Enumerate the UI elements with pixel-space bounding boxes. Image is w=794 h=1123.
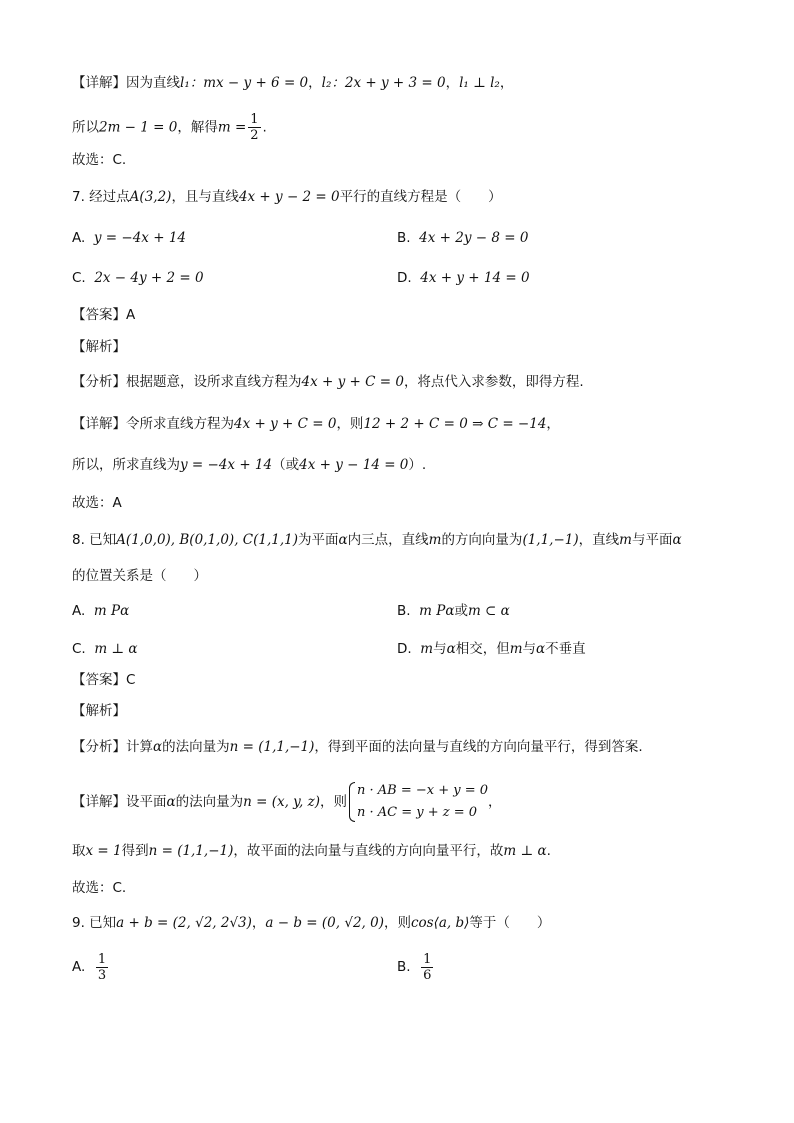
option-label: A. [72,230,86,246]
text: . [546,843,551,859]
choose-8 [72,878,126,898]
option-label: C. [72,270,86,286]
text: 等于（ ） [469,915,551,931]
formula: m ⊥ α [94,641,138,657]
text: 得到 [121,843,149,859]
text: ， [445,75,460,91]
answer-7 [72,305,135,325]
formula: 4x + y + C = 0 [301,374,404,390]
formula: α [536,641,546,657]
option-label: B. [397,230,411,246]
formula: y = −4x + 14 [180,457,273,473]
formula: 4x + 2y − 8 = 0 [419,230,529,246]
text: ，直线 [578,532,620,548]
text: ，得到平面的法向量与直线的方向向量平行，得到答案. [314,739,643,755]
formula: A(3,2) [129,189,172,205]
fraction-denominator: 2 [250,128,259,143]
text: 与 [522,641,537,657]
option-9b [397,948,435,986]
text: 的位置关系是（ ） [72,568,207,584]
analysis-heading-8 [72,701,126,721]
fraction-numerator: 1 [97,951,107,967]
text: ，解得 [177,119,218,136]
fraction [421,952,433,983]
text: ）. [408,457,427,473]
text: 【答案】C [72,672,136,688]
option-label: A. [72,959,86,975]
text: 的方向向量为 [441,532,523,548]
formula: n = (1,1,−1) [148,843,234,859]
option-7b [397,228,528,248]
formula: α [338,532,348,548]
formula: l₁：mx − y + 6 = 0 [180,75,309,91]
text: 故选：C. [72,880,127,896]
formula: α [672,532,682,548]
text: 或 [454,603,468,619]
fraction-numerator: 1 [250,112,259,127]
text: 取 [72,843,86,859]
detail-7 [72,414,560,434]
text: 【解析】 [72,339,126,355]
text: 9. 已知 [72,915,117,931]
fraction-numerator: 1 [423,951,432,967]
formula: m [509,641,523,657]
text: ， [308,75,322,91]
text: ，将点代入求参数，即得方程. [403,374,584,390]
equation-row: n · AB = −x + y = 0 [356,783,489,798]
option-7a [72,228,186,248]
option-8d [397,639,586,659]
text: （或 [272,457,300,473]
formula: 2x − 4y + 2 = 0 [94,270,204,286]
choose-7 [72,493,122,513]
formula: n = (x, y, z) [243,794,320,810]
formula: m ⊂ α [467,603,510,619]
option-7c [72,268,204,288]
text: 【解析】 [72,703,126,719]
text: 所以，所求直线为 [72,457,180,473]
analysis-heading-7 [72,337,126,357]
formula: A(1,0,0), B(0,1,0), C(1,1,1) [116,532,298,548]
formula: l₂： [321,75,345,91]
fraction-denominator: 3 [97,967,107,983]
text: . [262,119,267,136]
text: ， [499,75,514,91]
text: 【详解】令所求直线方程为 [72,416,234,432]
formula: α [446,641,456,657]
question-9 [72,913,550,933]
formula: m Pα [419,603,455,619]
detail-line-solve-m [72,112,267,143]
formula: α [153,739,163,755]
text: 与 [433,641,447,657]
question-8-cont [72,566,207,586]
option-label: B. [397,603,411,619]
text: ，则 [383,915,411,931]
text: 与平面 [631,532,673,548]
fraction [96,952,108,983]
text: ，则 [336,416,364,432]
text: 7. 经过点 [72,189,130,205]
equation-row: n · AC = y + z = 0 [356,805,478,820]
analysis-7 [72,372,584,392]
formula: l₁ ⊥ l₂ [459,75,500,91]
detail-line-perpendicular [72,73,513,93]
formula: m Pα [93,603,130,619]
fraction [248,112,260,143]
option-8a [72,601,129,621]
option-label: A. [72,603,86,619]
formula: m [420,641,434,657]
text: 8. 已知 [72,532,117,548]
formula: (1,1,−1) [522,532,579,548]
text: 【详解】设平面 [72,794,167,810]
formula: a + b = (2, √2, 2√3) [116,915,252,931]
text: 【详解】因为直线 [72,75,180,91]
conclusion-7 [72,455,426,475]
formula: m [428,532,442,548]
choose-line [72,150,126,170]
text: ， [251,915,266,931]
option-7d [397,268,530,288]
text: 【分析】计算 [72,739,153,755]
text: ，且与直线 [171,189,239,205]
text: ， [546,416,560,432]
formula: y = −4x + 14 [93,230,186,246]
formula: cos⟨a, b⟩ [410,915,470,931]
option-label: D. [397,641,412,657]
formula: m [619,532,632,548]
option-label: B. [397,959,411,975]
text: 不垂直 [545,641,586,657]
formula: 4x + y − 2 = 0 [238,189,340,205]
formula: 12 + 2 + C = 0 ⇒ C = −14 [363,416,547,432]
option-8b [397,601,510,621]
text: 【答案】A [72,307,136,323]
detail-8 [72,778,502,826]
formula: 2x + y + 3 = 0 [344,75,446,91]
text: 故选：A [72,495,122,511]
text: 的法向量为 [175,794,244,810]
question-7 [72,187,502,207]
option-9a [72,948,110,986]
text: ，故平面的法向量与直线的方向向量平行，故 [233,843,504,859]
text: 平行的直线方程是（ ） [339,189,502,205]
formula: 4x + y + 14 = 0 [420,270,530,286]
option-8c [72,639,138,659]
formula: α [166,794,176,810]
text: ， [488,794,502,810]
answer-8 [72,670,135,690]
analysis-8 [72,737,643,757]
text: 内三点，直线 [347,532,429,548]
text: 相交，但 [455,641,510,657]
fraction-denominator: 6 [423,967,432,983]
formula: 4x + y + C = 0 [234,416,337,432]
text: 的法向量为 [162,739,230,755]
formula: n = (1,1,−1) [229,739,315,755]
formula: x = 1 [85,843,122,859]
formula: 2m − 1 = 0 [99,119,178,136]
formula: a − b = (0, √2, 0) [265,915,384,931]
text: 所以 [72,119,99,136]
text: 【分析】根据题意，设所求直线方程为 [72,374,302,390]
option-label: D. [397,270,412,286]
option-label: C. [72,641,86,657]
formula: 4x + y − 14 = 0 [299,457,409,473]
formula: m = [217,119,247,136]
text: ，则 [319,794,347,810]
question-8 [72,530,682,550]
take-x-8 [72,841,551,861]
formula: m ⊥ α [503,843,547,859]
text: 故选：C. [72,152,127,168]
equation-system [347,780,488,824]
text: 为平面 [298,532,339,548]
